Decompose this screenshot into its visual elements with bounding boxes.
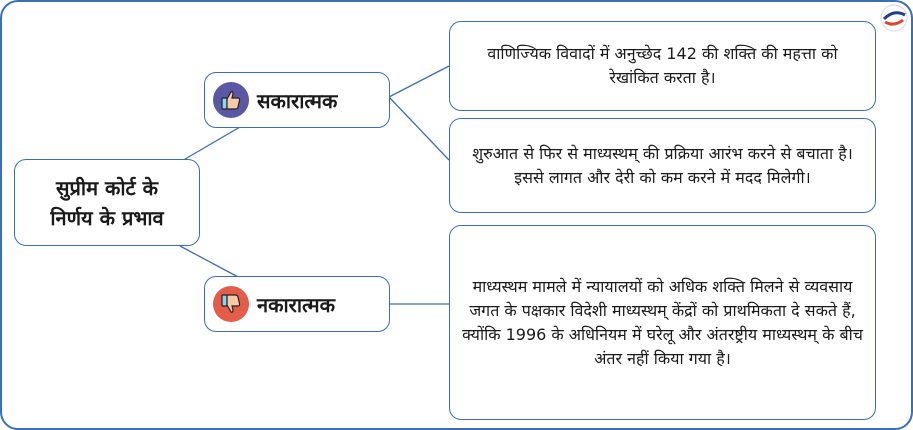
root-node [14, 159, 200, 246]
connector-root-positive [180, 127, 240, 162]
brand-logo [879, 3, 909, 33]
negative-label: नकारात्मक [257, 292, 335, 317]
negative-point-1-text: माध्यस्थम मामले में न्यायालयों को अधिक शक्ति मिलने से व्यवसाय जगत के पक्षकार विदेशी माध्यस्थम् केंद्रों को प्राथमिकता दे सकते हैं, क्योंकि 1996 के अधिनियम में घरेलू और अंतरष्ट्रीय माध्यस्थम् के बीच अंतर नहीं किया गया है। [462, 276, 863, 368]
thumbs-up-icon [213, 82, 249, 118]
positive-point-2-text: शुरुआत से फिर से माध्यस्थम् की प्रक्रिया आरंभ करने से बचाता है। इससे लागत और देरी को कम करने में मदद मिलेगी। [472, 143, 853, 187]
positive-point-1-text: वाणिज्यिक विवादों में अनुच्छेद 142 की शक्ति की महत्ता को रेखांकित करता है। [487, 44, 838, 87]
connector-root-negative [180, 246, 240, 278]
positive-label: सकारात्मक [257, 88, 338, 113]
thumbs-down-icon [213, 286, 249, 322]
connector-positive-leaf1 [389, 66, 449, 97]
root-label-line2: निर्णय के प्रभाव [50, 205, 164, 230]
negative-node [204, 276, 390, 332]
root-label-line1: सुप्रीम कोर्ट के [56, 175, 158, 200]
positive-point-2 [449, 118, 876, 213]
positive-point-1 [449, 21, 876, 111]
positive-node [204, 72, 390, 128]
connector-positive-leaf2 [389, 97, 449, 160]
negative-point-1 [449, 225, 876, 420]
